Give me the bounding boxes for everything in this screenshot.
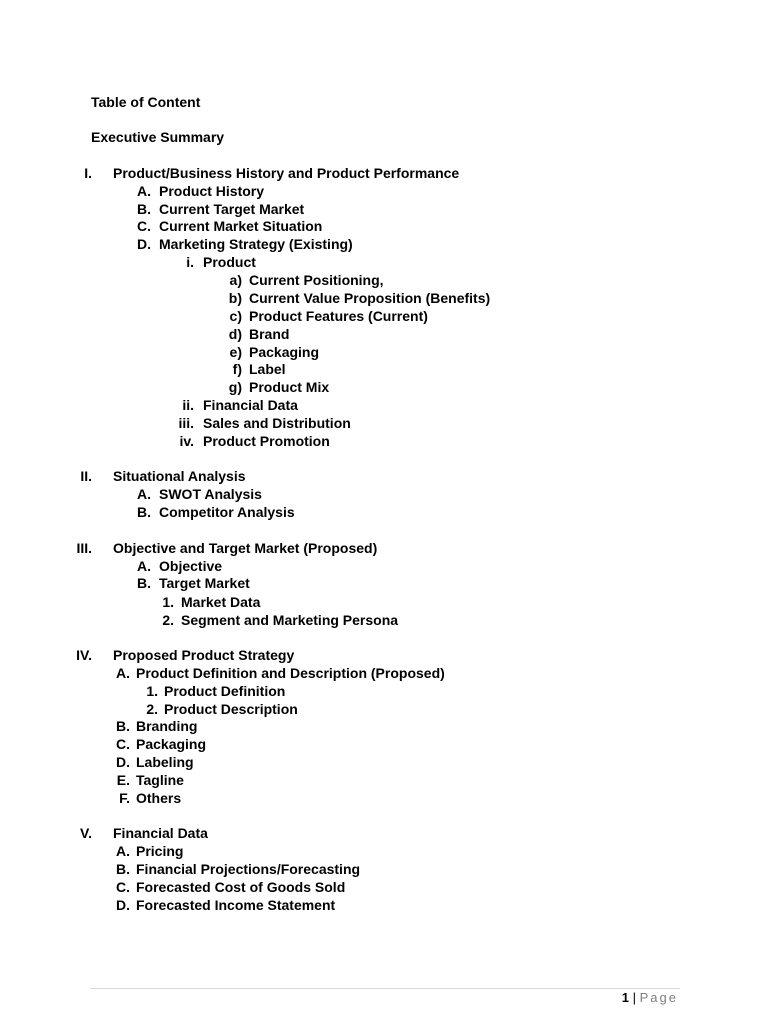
item-marker: A. [137,558,151,574]
toc-item: Target Market [159,575,250,591]
toc-item: Packaging [136,736,207,752]
toc-item: Forecasted Income Statement [136,897,336,913]
toc-item: Packaging [249,344,320,360]
toc-item: Market Data [181,594,261,610]
item-marker: 1. [162,594,174,610]
item-marker: iv. [179,433,194,449]
toc-item: Product Definition [164,683,286,699]
page-separator: | [632,990,636,1005]
section-marker: II. [80,468,92,484]
toc-item: SWOT Analysis [159,486,262,502]
item-marker: 2. [146,701,158,717]
section-title: Product/Business History and Product Performance [113,165,460,181]
toc-item: Product History [159,183,265,199]
item-marker: C. [137,218,151,234]
toc-item: Labeling [136,754,194,770]
section-title: Objective and Target Market (Proposed) [113,540,378,556]
toc-title: Table of Content [91,94,201,110]
item-marker: f) [232,361,242,377]
section-title: Financial Data [113,825,208,841]
footer-divider [90,988,680,989]
toc-item: Brand [249,326,290,342]
item-marker: d) [228,326,242,342]
toc-item: Label [249,361,286,377]
item-marker: ii. [182,397,194,413]
toc-item: Product Mix [249,379,330,395]
toc-item: Product Promotion [203,433,330,449]
item-marker: iii. [178,415,194,431]
item-marker: B. [116,861,130,877]
toc-item: Forecasted Cost of Goods Sold [136,879,346,895]
toc-item: Sales and Distribution [203,415,351,431]
section-title: Proposed Product Strategy [113,647,295,663]
toc-item: Tagline [136,772,184,788]
toc-executive-summary: Executive Summary [91,129,225,145]
item-marker: B. [137,575,151,591]
toc-item: Current Value Proposition (Benefits) [249,290,491,306]
page-number: 1 [621,990,629,1005]
toc-item: Current Positioning, [249,272,384,288]
item-marker: D. [116,897,130,913]
item-marker: A. [116,843,130,859]
item-marker: A. [116,665,130,681]
section-marker: III. [76,540,92,556]
toc-item: Others [136,790,182,806]
item-marker: e) [229,344,242,360]
item-marker: c) [229,308,242,324]
item-marker: D. [116,754,130,770]
toc-item: Financial Data [203,397,298,413]
toc-item: Product [203,254,256,270]
toc-item: Marketing Strategy (Existing) [159,236,353,252]
toc-item: Segment and Marketing Persona [181,612,399,628]
item-marker: g) [228,379,242,395]
toc-item: Financial Projections/Forecasting [136,861,361,877]
section-title: Situational Analysis [113,468,246,484]
item-marker: C. [116,736,130,752]
item-marker: 1. [146,683,158,699]
item-marker: 2. [162,612,174,628]
toc-item: Product Features (Current) [249,308,428,324]
toc-item: Competitor Analysis [159,504,295,520]
item-marker: C. [116,879,130,895]
item-marker: A. [137,486,151,502]
section-marker: V. [80,825,92,841]
toc-item: Current Market Situation [159,218,323,234]
item-marker: A. [137,183,151,199]
toc-item: Product Description [164,701,298,717]
toc-item: Branding [136,718,198,734]
item-marker: i. [186,254,194,270]
section-marker: I. [84,165,92,181]
page-footer [622,990,678,1006]
section-marker: IV. [76,647,92,663]
item-marker: b) [228,290,242,306]
item-marker: E. [116,772,130,788]
item-marker: F. [119,790,130,806]
toc-item: Objective [159,558,223,574]
toc-item: Current Target Market [159,201,305,217]
item-marker: a) [229,272,242,288]
item-marker: B. [137,504,151,520]
toc-item: Product Definition and Description (Proposed) [136,665,445,681]
page-label: Page [639,990,678,1005]
item-marker: B. [137,201,151,217]
item-marker: D. [137,236,151,252]
item-marker: B. [116,718,130,734]
toc-item: Pricing [136,843,184,859]
